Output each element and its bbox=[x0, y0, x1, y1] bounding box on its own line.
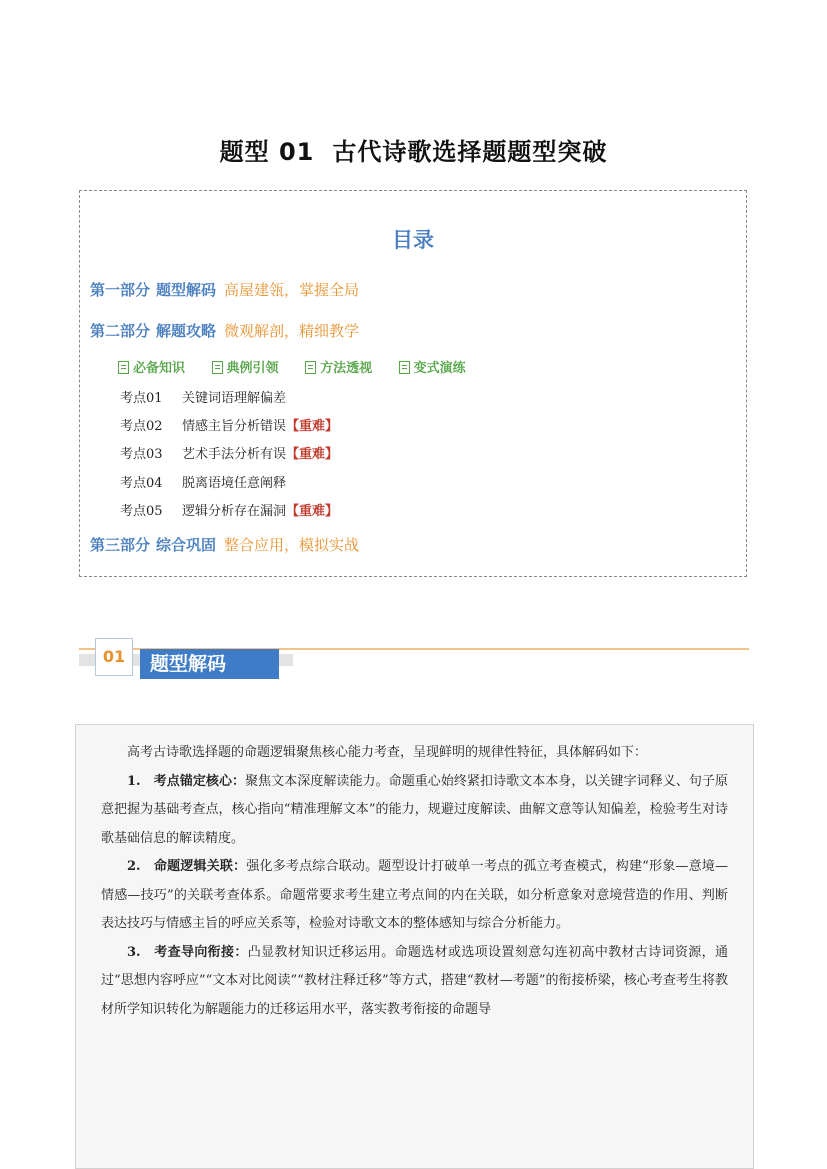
toc-point-4[interactable]: 考点04 脱离语境任意阐释 bbox=[120, 476, 287, 491]
title-text: 古代诗歌选择题题型突破 bbox=[332, 138, 608, 166]
document-icon bbox=[212, 361, 223, 374]
content-paragraph: 3. 考查导向衔接：凸显教材知识迁移运用。命题选材或选项设置刻意勾连初高中教材古诗词资源，通过“思想内容呼应”“文本对比阅读”“教材注释迁移”等方式，搭建“教材—考题”的衔接桥梁，核心考查考生将教材所学知识转化为解题能力的迁移运用水平，落实教考衔接的命题导 bbox=[101, 944, 728, 1017]
document-icon bbox=[399, 361, 410, 374]
toc-tag[interactable]: 典例引领 bbox=[212, 357, 279, 376]
toc-part-label: 第三部分 bbox=[90, 536, 151, 554]
document-icon bbox=[118, 361, 129, 374]
toc-tag[interactable]: 必备知识 bbox=[118, 357, 185, 376]
section-header bbox=[79, 632, 749, 682]
paragraph-lead: 1. 考点锚定核心： bbox=[127, 773, 246, 789]
title-number: 题型 01 bbox=[219, 138, 315, 166]
toc-point-5[interactable]: 考点05 逻辑分析存在漏洞【重难】 bbox=[120, 504, 339, 519]
toc-part-sub: 高屋建瓴，掌握全局 bbox=[224, 281, 360, 299]
toc-part-2[interactable] bbox=[90, 320, 359, 341]
toc-heading: 目录 bbox=[392, 228, 434, 252]
toc-point-3[interactable]: 考点03 艺术手法分析有误【重难】 bbox=[120, 447, 339, 462]
hard-badge: 【重难】 bbox=[286, 447, 339, 462]
document-icon bbox=[305, 361, 316, 374]
section-title: 题型解码 bbox=[140, 649, 279, 679]
toc-point-1[interactable]: 考点01 关键词语理解偏差 bbox=[120, 391, 287, 406]
paragraph-lead: 2. 命题逻辑关联： bbox=[127, 859, 247, 874]
page-title bbox=[0, 132, 827, 167]
toc-part-name: 解题攻略 bbox=[156, 322, 217, 340]
toc-part-sub: 整合应用，模拟实战 bbox=[224, 536, 360, 554]
content-paragraph: 1. 考点锚定核心：聚焦文本深度解读能力。命题重心始终紧扣诗歌文本本身，以关键字词释义、句子原意把握为基础考查点，核心指向“精准理解文本”的能力，规避过度解读、曲解文意等认知偏差，检验考生对诗歌基础信息的解读精度。 bbox=[101, 773, 728, 846]
toc-tag[interactable]: 方法透视 bbox=[305, 357, 372, 376]
toc-part-label: 第一部分 bbox=[90, 281, 151, 299]
section-number: 01 bbox=[95, 638, 133, 676]
toc-point-2[interactable]: 考点02 情感主旨分析错误【重难】 bbox=[120, 419, 339, 434]
toc-part-3[interactable] bbox=[90, 534, 359, 555]
toc-part-name: 综合巩固 bbox=[156, 536, 217, 554]
content-box bbox=[75, 724, 754, 1169]
toc-tag[interactable]: 变式演练 bbox=[399, 357, 466, 376]
toc-part-name: 题型解码 bbox=[156, 281, 217, 299]
toc-box bbox=[79, 190, 747, 577]
hard-badge: 【重难】 bbox=[286, 504, 339, 519]
content-paragraph: 2. 命题逻辑关联：强化多考点综合联动。题型设计打破单一考点的孤立考查模式，构建“形象—意境—情感—技巧”的关联考查体系。命题常要求考生建立考点间的内在关联，如分析意象对意境营造的作用、判断表达技巧与情感主旨的呼应关系等，检验对诗歌文本的整体感知与综合分析能力。 bbox=[101, 859, 728, 931]
paragraph-lead: 3. 考查导向衔接： bbox=[127, 944, 248, 960]
toc-part-sub: 微观解剖，精细教学 bbox=[224, 322, 360, 340]
toc-tags bbox=[118, 357, 488, 376]
hard-badge: 【重难】 bbox=[286, 419, 339, 434]
toc-part-1[interactable] bbox=[90, 279, 359, 300]
intro-paragraph: 高考古诗歌选择题的命题逻辑聚焦核心能力考查，呈现鲜明的规律性特征，具体解码如下： bbox=[127, 745, 648, 760]
toc-part-label: 第二部分 bbox=[90, 322, 151, 340]
